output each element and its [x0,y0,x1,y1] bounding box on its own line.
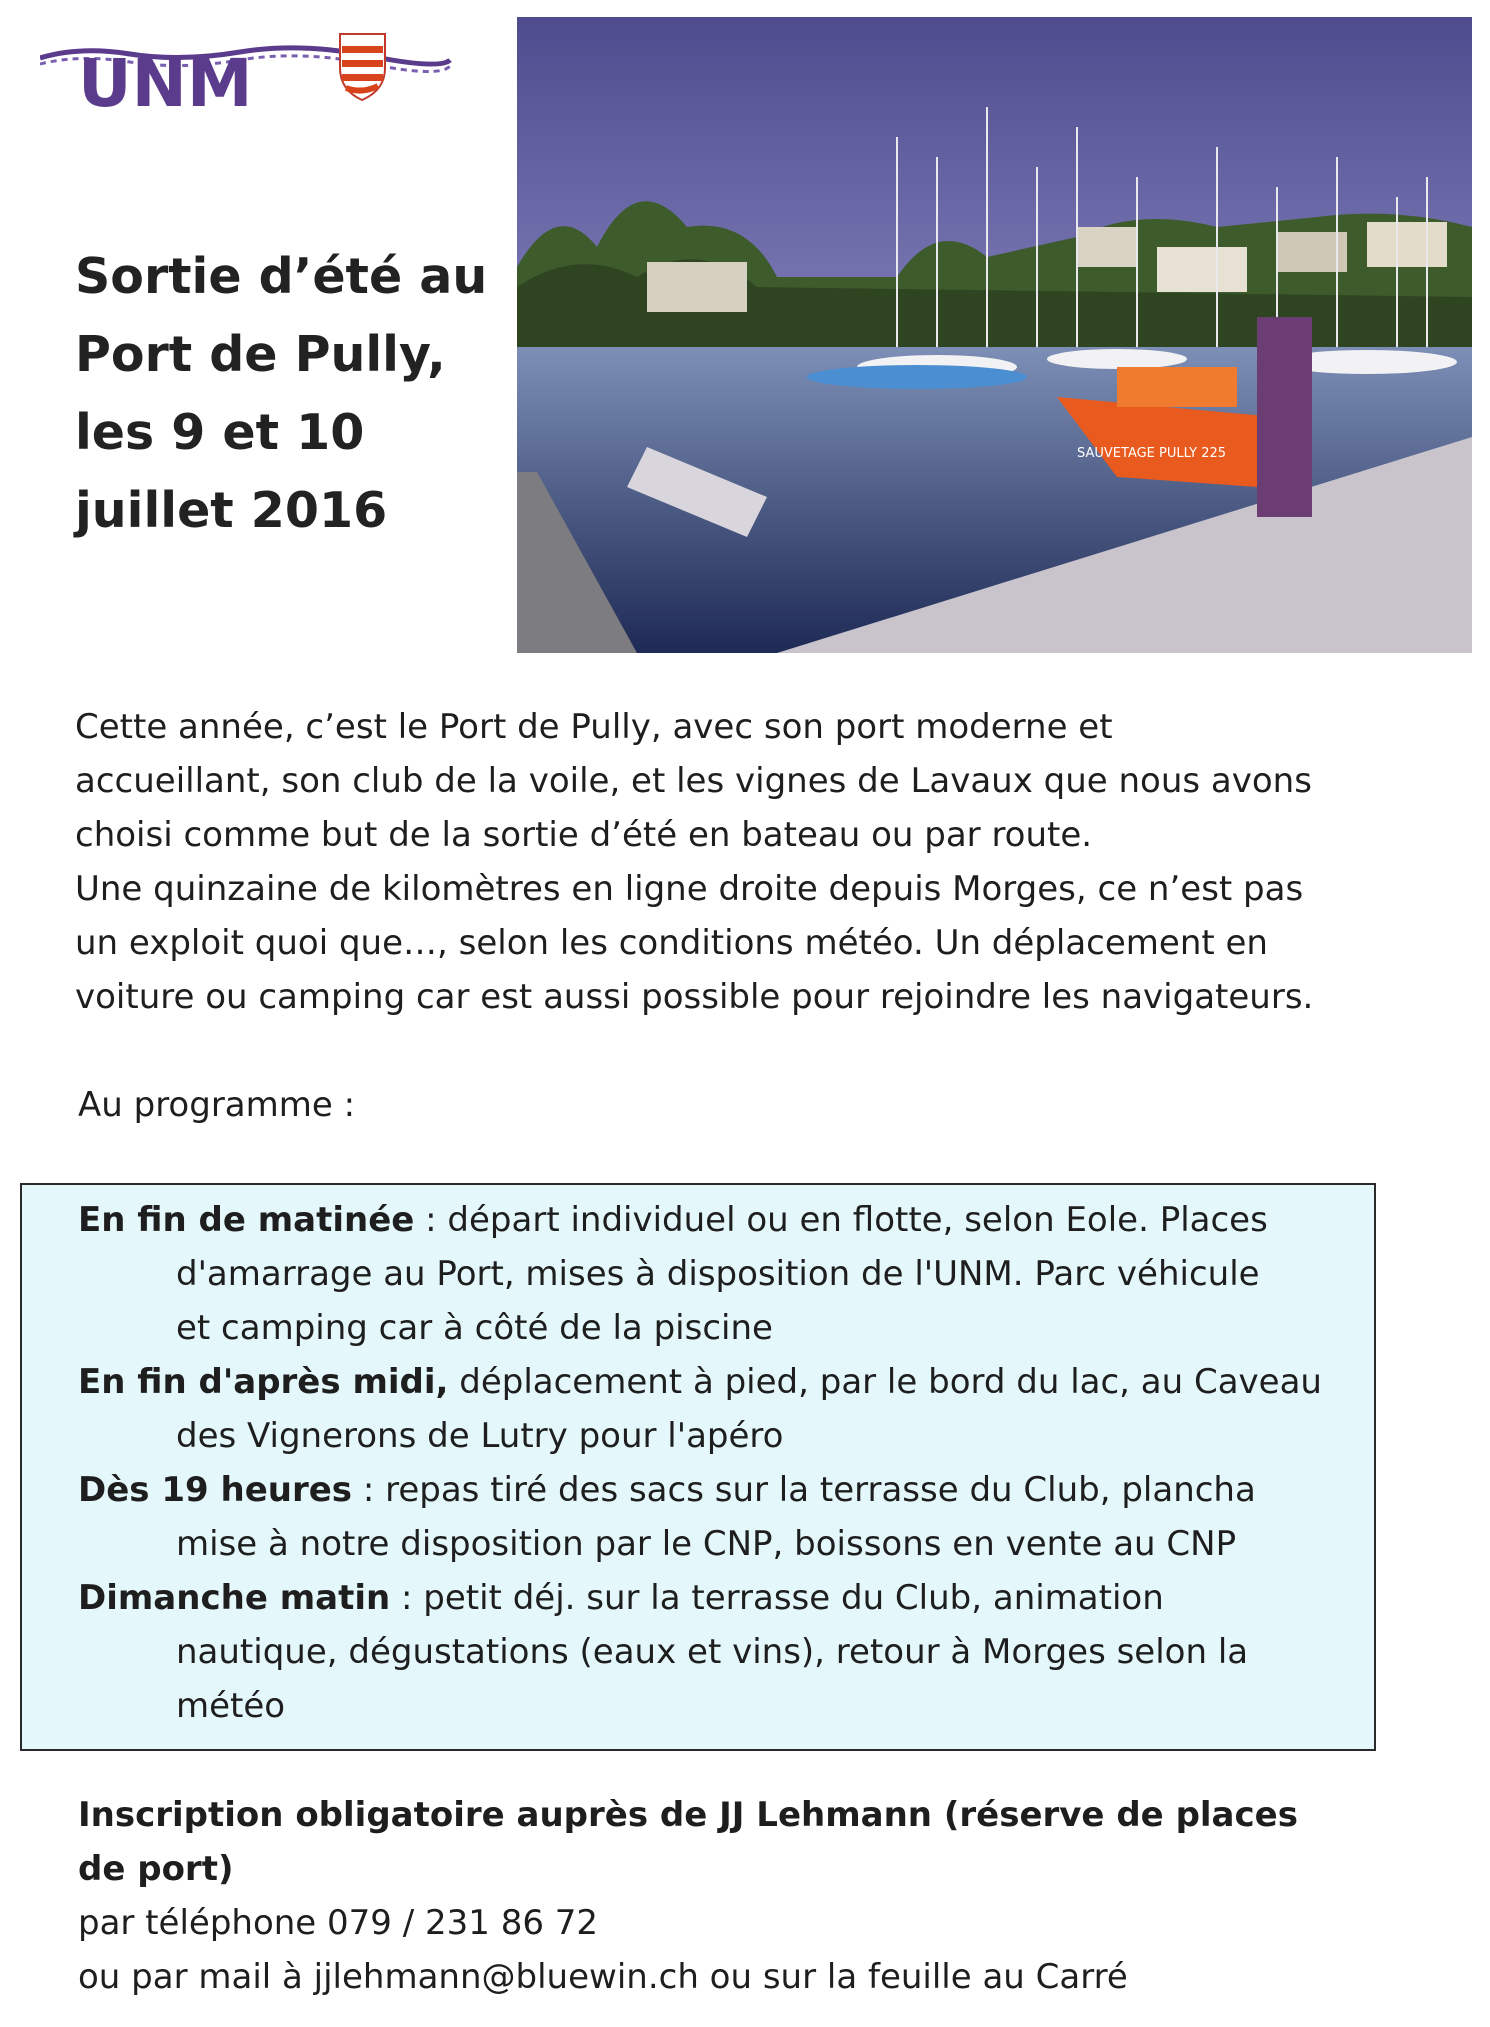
harbour-photo [517,17,1472,653]
programme-item-text: : départ individuel ou en flotte, selon Eole. Places [414,1200,1268,1240]
intro-paragraph [75,700,1455,1024]
intro-line: choisi comme but de la sortie d’été en bateau ou par route. [75,815,1093,855]
programme-item-heading: En fin d'après midi, [78,1362,449,1402]
intro-line: accueillant, son club de la voile, et les vignes de Lavaux que nous avons [75,761,1312,801]
intro-line: Cette année, c’est le Port de Pully, avec son port moderne et [75,707,1113,747]
programme-item [78,1193,1378,1355]
intro-line: Une quinzaine de kilomètres en ligne droite depuis Morges, ce n’est pas [75,869,1304,909]
unm-logo [40,28,460,118]
programme-item-text: d'amarrage au Port, mises à disposition de l'UNM. Parc véhicule [176,1254,1260,1294]
event-title [75,238,515,550]
svg-text:UNM: UNM [78,45,253,118]
intro-line: un exploit quoi que…, selon les conditions météo. Un déplacement en [75,923,1268,963]
programme-item-text: météo [176,1686,286,1726]
programme-item-heading: Dès 19 heures [78,1470,353,1510]
programme-item-text: : petit déj. sur la terrasse du Club, animation [390,1578,1164,1618]
programme-item-text: déplacement à pied, par le bord du lac, au Caveau [448,1362,1322,1402]
title-line: Port de Pully, [75,326,446,383]
coat-of-arms-icon [340,34,385,100]
programme-item [78,1571,1378,1733]
title-line: les 9 et 10 [75,404,365,461]
programme-item-text: mise à notre disposition par le CNP, boissons en vente au CNP [176,1524,1237,1564]
programme-item-text: des Vignerons de Lutry pour l'apéro [176,1416,784,1456]
programme-item-text: nautique, dégustations (eaux et vins), retour à Morges selon la [176,1632,1249,1672]
unm-logo-graphic [40,28,460,118]
title-line: juillet 2016 [75,482,388,539]
boat-label: SAUVETAGE PULLY 225 [1077,446,1227,461]
programme-item-heading: Dimanche matin [78,1578,391,1618]
programme-item [78,1463,1378,1571]
programme-item [78,1355,1378,1463]
programme-item-heading: En fin de matinée [78,1200,415,1240]
registration-heading: Inscription obligatoire auprès de JJ Lehmann (réserve de places [78,1795,1298,1835]
registration-heading: de port) [78,1849,234,1889]
title-line: Sortie d’été au [75,248,488,305]
programme-label: Au programme : [78,1085,356,1125]
programme-box [20,1183,1376,1751]
phone-line: par téléphone 079 / 231 86 72 [78,1903,599,1943]
registration-info [78,1788,1458,2004]
programme-item-text: : repas tiré des sacs sur la terrasse du Club, plancha [352,1470,1256,1510]
intro-line: voiture ou camping car est aussi possible pour rejoindre les navigateurs. [75,977,1314,1017]
email-line: ou par mail à jjlehmann@bluewin.ch ou sur la feuille au Carré [78,1957,1128,1997]
programme-item-text: et camping car à côté de la piscine [176,1308,773,1348]
